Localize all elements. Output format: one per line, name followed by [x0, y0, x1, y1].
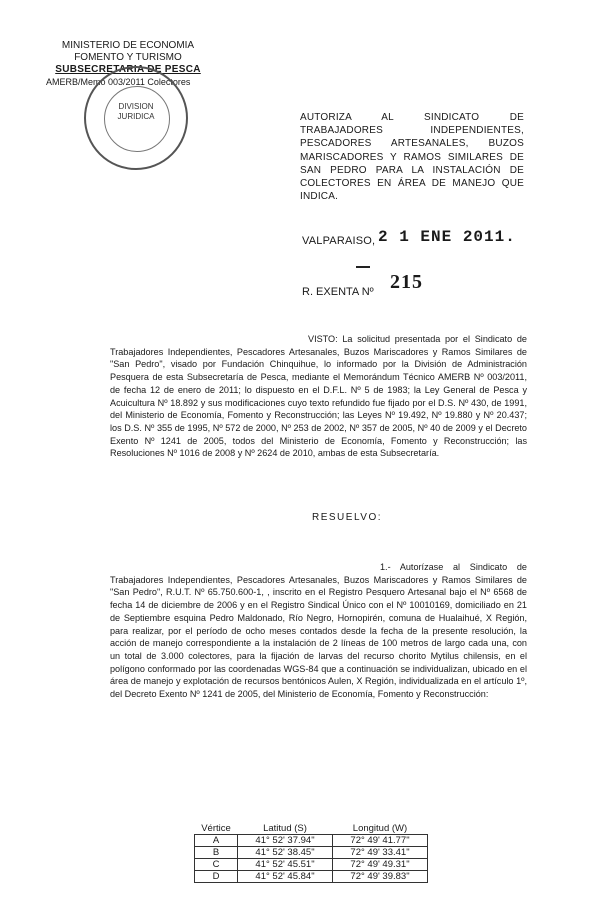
juridica-seal-stamp — [84, 66, 188, 170]
seal-division-label: DIVISION — [118, 102, 154, 111]
table-row — [195, 859, 428, 871]
table-row — [195, 871, 428, 883]
vertice-cell: D — [195, 871, 238, 883]
latitud-cell: 41° 52' 38.45" — [238, 847, 333, 859]
number-dash-mark — [356, 266, 370, 268]
vertice-cell: C — [195, 859, 238, 871]
resuelvo-heading: RESUELVO: — [312, 512, 382, 523]
visto-paragraph: VISTO: La solicitud presentada por el Sindicato de Trabajadores Independientes, Pescadores Artesanales, Buzos Mariscadores y Ramos Similares de "San Pedro", visado por Fundación Chinquihue, lo informado por la División de Administración Pesquera de esta Subsecretaría de Pesca, mediante el Memorándum Técnico AMERB Nº 003/2011, de fecha 12 de enero de 2011; lo dispuesto en el D.F.L. Nº 5 de 1983; la Ley General de Pesca y Acuicultura Nº 18.892 y sus modificaciones cuyo texto refundido fue fijado por el D.S. Nº 430, de 1991, del Ministerio de Economía, Fomento y Reconstrucción; las Leyes Nº 19.492, Nº 19.880 y Nº 20.437; los D.S. Nº 355 de 1995, Nº 572 de 2000, Nº 253 de 2002, Nº 357 de 2005, Nº 40 de 2009 y el Decreto Exento Nº 1241 de 2005, todos del Ministerio de Economía, Fomento y Reconstrucción; las Resoluciones Nº 1016 de 2008 y Nº 2624 de 2010, ambas de esta Subsecretaría. — [110, 334, 527, 459]
header-latitud: Latitud (S) — [238, 823, 333, 835]
longitud-cell: 72° 49' 41.77" — [333, 835, 428, 847]
vertice-cell: A — [195, 835, 238, 847]
resolution-title: AUTORIZA AL SINDICATO DE TRABAJADORES INDEPENDIENTES, PESCADORES ARTESANALES, BUZOS MARISCADORES Y RAMOS SIMILARES DE SAN PEDRO PARA LA INSTALACIÓN DE COLECTORES EN ÁREA DE MANEJO QUE INDICA. — [300, 112, 524, 203]
header-vertice: Vértice — [195, 823, 238, 835]
coordinates-header-row — [195, 823, 428, 835]
ministry-sector: FOMENTO Y TURISMO — [74, 52, 182, 63]
resolution-number: 215 — [390, 271, 423, 293]
seal-text — [86, 102, 186, 122]
latitud-cell: 41° 52' 45.84" — [238, 871, 333, 883]
coordinates-table — [194, 823, 428, 883]
subsecretaria-name: SUBSECRETARIA DE PESCA — [55, 64, 201, 75]
longitud-cell: 72° 49' 49.31" — [333, 859, 428, 871]
table-row — [195, 847, 428, 859]
place-label: VALPARAISO, — [302, 235, 376, 247]
memo-reference: AMERB/Memo 003/2011 Colectores — [46, 77, 191, 87]
latitud-cell: 41° 52' 45.51" — [238, 859, 333, 871]
table-row — [195, 835, 428, 847]
seal-juridica-label: JURIDICA — [117, 112, 155, 121]
latitud-cell: 41° 52' 37.94" — [238, 835, 333, 847]
longitud-cell: 72° 49' 39.83" — [333, 871, 428, 883]
longitud-cell: 72° 49' 33.41" — [333, 847, 428, 859]
header-longitud: Longitud (W) — [333, 823, 428, 835]
ministry-name: MINISTERIO DE ECONOMIA — [61, 40, 195, 51]
resolution-number-label: R. EXENTA Nº — [302, 286, 374, 298]
article-1-paragraph: 1.- Autorízase al Sindicato de Trabajadores Independientes, Pescadores Artesanales, Buzos Mariscadores y Ramos Similares de "San Pedro", R.U.T. Nº 65.750.600-1, , inscrito en el Registro Pesquero Artesanal bajo el Nº 6568 de fecha 14 de diciembre de 2006 y en el Registro Sindical Único con el Nº 10010169, domiciliado en 21 de Septiembre esquina Pedro Maldonado, Río Negro, Hornopirén, comuna de Hualaihué, X Región, para realizar, por el período de ocho meses contados desde la fecha de la presente resolución, la acción de manejo correspondiente a la instalación de 2 líneas de 100 metros de largo cada una, con un total de 3.000 colectores, para la fijación de larvas del recurso chorito Mytilus chilensis, en el polígono conformado por las coordenadas WGS-84 que a continuación se individualizan, ubicado en el área de manejo y explotación de recursos bentónicos Aulen, X Región, individualizada en el artículo 1º, del Decreto Exento Nº 1241 de 2005, del Ministerio de Economía, Fomento y Reconstrucción: — [110, 562, 527, 700]
vertice-cell: B — [195, 847, 238, 859]
date-stamp: 2 1 ENE 2011. — [378, 228, 516, 246]
